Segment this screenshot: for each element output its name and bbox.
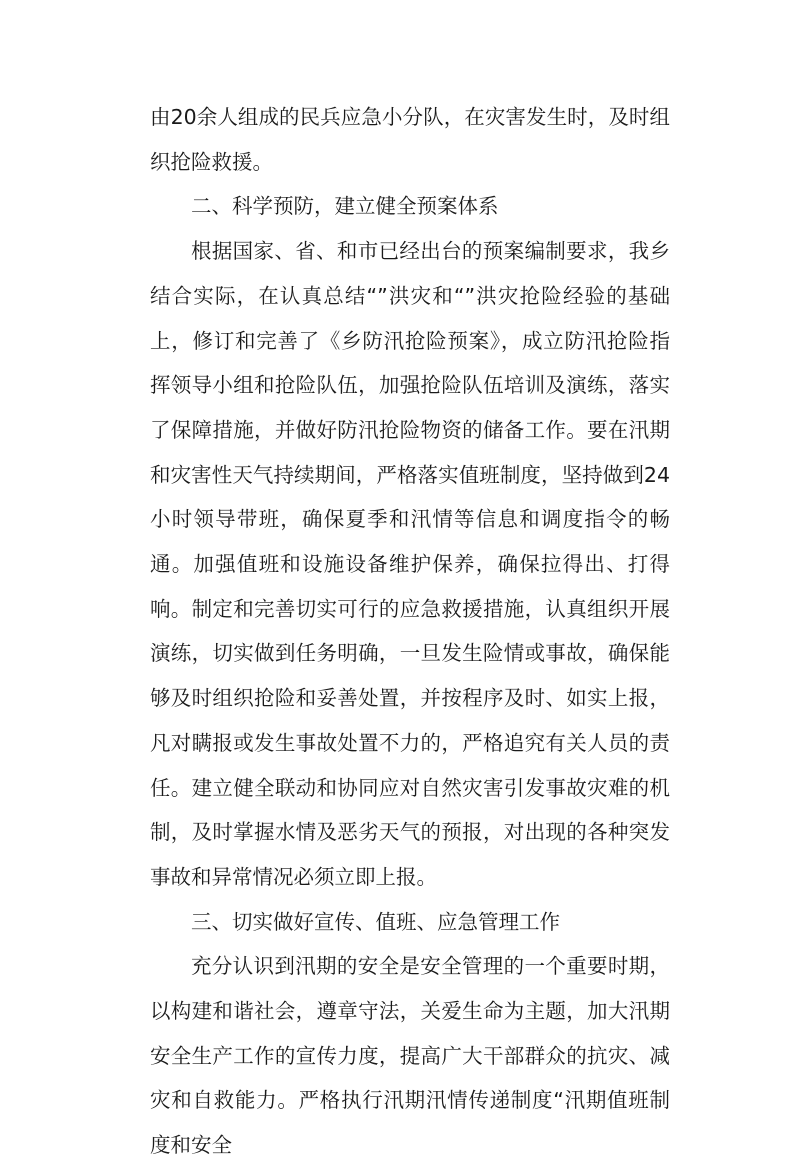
section-heading-3: 三、切实做好宣传、值班、应急管理工作 [191,909,560,934]
section-heading-2: 二、科学预防，建立健全预案体系 [191,194,499,219]
document-body [150,95,670,1168]
paragraph-body: 充分认识到汛期的安全是安全管理的一个重要时期，以构建和谐社会，遵章守法，关爱生命为主题，加大汛期安全生产工作的宣传力度，提高广大干部群众的抗灾、减灾和自救能力。严格执行汛期汛情传递制度“汛期值班制度和安全 [150,954,670,1158]
paragraph-body: 根据国家、省、和市已经出台的预案编制要求，我乡结合实际，在认真总结“”洪灾和“”洪灾抢险经验的基础上，修订和完善了《乡防汛抢险预案》，成立防汛抢险指挥领导小组和抢险队伍，加强抢险队伍培训及演练，落实了保障措施，并做好防汛抢险物资的储备工作。要在汛期和灾害性天气持续期间，严格落实值班制度，坚持做到24小时领导带班，确保夏季和汛情等信息和调度指令的畅通。加强值班和设施设备维护保养，确保拉得出、打得响。制定和完善切实可行的应急救援措施，认真组织开展演练，切实做到任务明确，一旦发生险情或事故，确保能够及时组织抢险和妥善处置，并按程序及时、如实上报，凡对瞒报或发生事故处置不力的，严格追究有关人员的责任。建立健全联动和协同应对自然灾害引发事故灾难的机制，及时掌握水情及恶劣天气的预报，对出现的各种突发事故和异常情况必须立即上报。 [150,239,670,889]
paragraph-continuation: 由20余人组成的民兵应急小分队，在灾害发生时，及时组织抢险救援。 [150,105,670,174]
